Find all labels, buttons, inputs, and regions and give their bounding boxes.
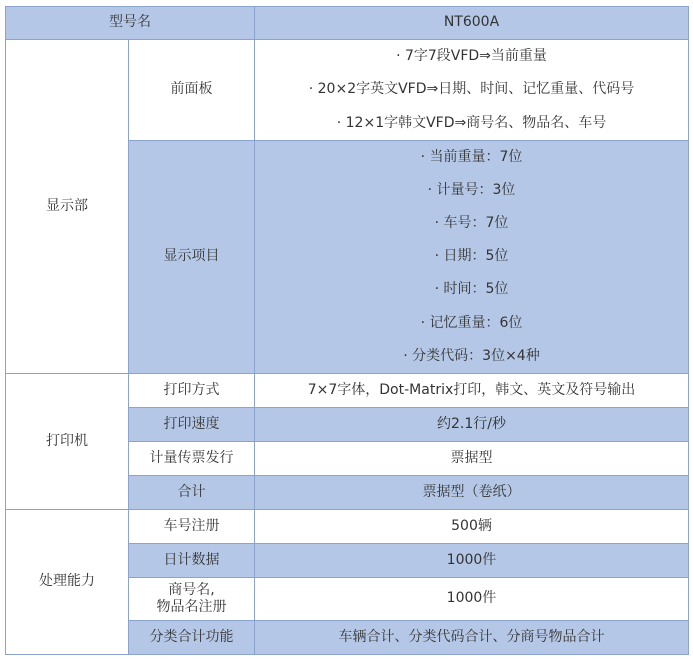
ticket-issue-value: 票据型 [255, 442, 689, 476]
print-method-label: 打印方式 [129, 374, 255, 408]
front-panel-line: · 20×2字英文VFD⇒日期、时间、记忆重量、代码号 [308, 81, 635, 98]
category-total-label: 分类合计功能 [129, 621, 255, 655]
spec-table [5, 6, 689, 655]
ticket-issue-label: 计量传票发行 [129, 442, 255, 476]
header-row [6, 7, 689, 40]
front-panel-line: · 7字7段VFD⇒当前重量 [396, 47, 547, 64]
row-print-method [6, 374, 689, 408]
display-item-line: · 日期：5位 [434, 248, 509, 265]
vehicle-register-value: 500辆 [255, 510, 689, 544]
daily-data-label: 日计数据 [129, 544, 255, 578]
print-speed-label: 打印速度 [129, 408, 255, 442]
front-panel-label: 前面板 [129, 40, 255, 141]
display-items-values [255, 141, 689, 374]
display-item-line: · 记忆重量：6位 [420, 314, 523, 331]
display-item-line: · 时间：5位 [434, 281, 509, 298]
category-total-value: 车辆合计、分类代码合计、分商号物品合计 [255, 621, 689, 655]
display-item-line: · 车号：7位 [434, 215, 509, 232]
row-front-panel [6, 40, 689, 141]
display-item-line: · 分类代码：3位×4种 [403, 347, 540, 364]
display-item-line: · 计量号：3位 [427, 182, 516, 199]
group-display: 显示部 [6, 40, 129, 374]
front-panel-values [255, 40, 689, 141]
print-method-value: 7×7字体，Dot-Matrix打印，韩文、英文及符号输出 [255, 374, 689, 408]
row-vehicle-register [6, 510, 689, 544]
header-model-label: 型号名 [6, 7, 255, 40]
printer-total-value: 票据型（卷纸） [255, 476, 689, 510]
name-register-value: 1000件 [255, 578, 689, 621]
display-items-label: 显示项目 [129, 141, 255, 374]
vehicle-register-label: 车号注册 [129, 510, 255, 544]
printer-total-label: 合计 [129, 476, 255, 510]
header-model-value: NT600A [255, 7, 689, 40]
daily-data-value: 1000件 [255, 544, 689, 578]
name-register-label-line1: 商号名, [168, 582, 215, 599]
display-item-line: · 当前重量：7位 [420, 148, 523, 165]
group-processing: 处理能力 [6, 510, 129, 655]
name-register-label [129, 578, 255, 621]
name-register-label-line2: 物品名注册 [156, 599, 227, 615]
group-printer: 打印机 [6, 374, 129, 510]
front-panel-line: · 12×1字韩文VFD⇒商号名、物品名、车号 [336, 114, 607, 131]
print-speed-value: 约2.1行/秒 [255, 408, 689, 442]
